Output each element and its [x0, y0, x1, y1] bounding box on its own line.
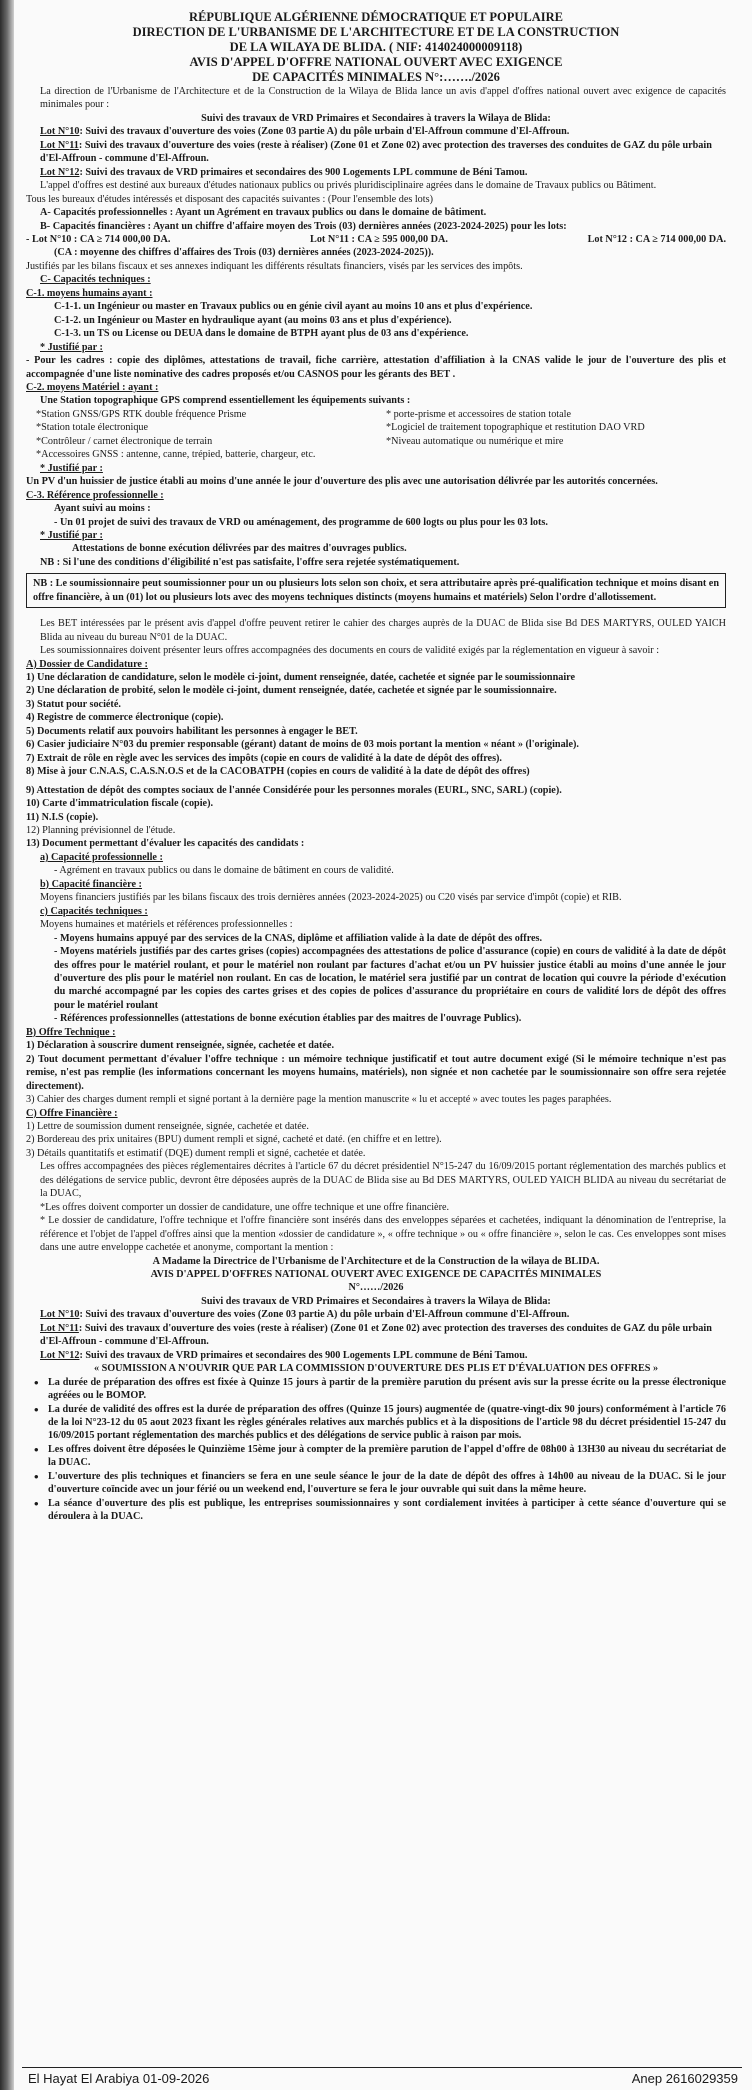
env-lot-12-label: Lot N°12: [40, 1349, 80, 1361]
capacite-tech-item: - Moyens humains appuyé par des services de la CNAS, diplôme et affiliation valide à la date de dépôt des offres.: [54, 932, 543, 944]
dossier-item: 1) Une déclaration de candidature, selon le modèle ci-joint, dument renseignée, datée, cachetée et signée par le soumissionnaire: [26, 672, 576, 684]
notice-title-2: DE CAPACITÉS MINIMALES N°:……./2026: [252, 70, 500, 84]
human-means-title: C-1. moyens humains ayant :: [26, 287, 153, 299]
reference-ayant: Ayant suivi au moins :: [54, 503, 151, 515]
material-intro: Une Station topographique GPS comprend essentiellement les équipements suivants :: [40, 395, 411, 407]
destination-paragraph: L'appel d'offres est destiné aux bureaux d'études nationaux publics ou privés pluridisciplinaire agrées dans le domaine de Travaux publics ou Bâtiment.: [40, 180, 657, 192]
page-fold-edge: [0, 0, 14, 2090]
capacity-b: B- Capacités financières : Ayant un chiffre d'affaire moyen des Trois (03) dernières années (2023-2024-2025) pour les lots:: [40, 220, 567, 232]
envelope-mention: [26, 1255, 726, 1309]
offres-paragraph: Les offres accompagnées des pièces réglementaires décrites à l'article 67 du décret présidentiel N°15-247 du 16/09/2015 portant réglementation des marchés publics et des délégations de service public, devront être déposées auprès de la DUAC de Blida sise au Bd DES MARTYRS, OULED YAICH BLIDA au niveau du secrétariat de la DUAC,: [40, 1161, 726, 1200]
envelope-address: A Madame la Directrice de l'Urbanisme de l'Architecture et de la Construction de la wilaya de BLIDA.: [152, 1255, 600, 1267]
capacite-tech-item: - Références professionnelles (attestations de bonne exécution établies par des maitres de l'ouvrage Publics).: [54, 1013, 522, 1025]
envelope-title: AVIS D'APPEL D'OFFRES NATIONAL OUVERT AVEC EXIGENCE DE CAPACITÉS MINIMALES: [150, 1268, 602, 1280]
reference-title: C-3. Référence professionnelle :: [26, 489, 164, 501]
footer-newspaper: El Hayat El Arabiya 01-09-2026: [28, 2071, 210, 2086]
equipment-list: [26, 408, 726, 462]
ca-lot-11: Lot N°11 : CA ≥ 595 000,00 DA.: [310, 233, 448, 245]
subject-line: Suivi des travaux de VRD Primaires et Secondaires à travers la Wilaya de Blida:: [201, 112, 551, 124]
human-justified-label: * Justifié par :: [40, 341, 103, 353]
equipment-item: * porte-prisme et accessoires de station totale: [386, 408, 572, 420]
offre-financiere-item: 2) Bordereau des prix unitaires (BPU) dument rempli et signé, cacheté et daté. (en chiffre et en lettre).: [26, 1134, 442, 1146]
equipment-item: *Accessoires GNSS : antenne, canne, trépied, batterie, chargeur, etc.: [36, 449, 316, 461]
capacite-pro-text: - Agrément en travaux publics ou dans le domaine de bâtiment en cours de validité.: [54, 865, 394, 877]
equipment-item: [386, 448, 726, 461]
material-justified-label: * Justifié par :: [40, 462, 103, 474]
reference-justification: Attestations de bonne exécution délivrées par des maitres d'ouvrages publics.: [72, 543, 407, 555]
capacity-c: C- Capacités techniques :: [40, 274, 151, 286]
equipment-item: *Logiciel de traitement topographique et restitution DAO VRD: [386, 422, 645, 434]
c-1-1: C-1-1. un Ingénieur ou master en Travaux publics ou en génie civil ayant au moins 10 ans et plus d'expérience.: [54, 301, 533, 313]
env-lot-11: [26, 1322, 726, 1349]
env-lot-10: [26, 1308, 726, 1321]
dossier-item: 3) Statut pour société.: [26, 698, 121, 710]
env-lot-11-text: : Suivi des travaux d'ouverture des voies (reste à réaliser) (Zone 01 et Zone 02) avec protection des traverses des conduites de GAZ du pôle urbain d'El-Affroun - commune d'El-Affroun.: [40, 1322, 712, 1348]
reference-justified-label: * Justifié par :: [40, 529, 103, 541]
header-line-2: DIRECTION DE L'URBANISME DE L'ARCHITECTURE ET DE LA CONSTRUCTION: [132, 25, 620, 39]
offre-financiere-title: C) Offre Financière :: [26, 1107, 118, 1119]
equipment-item: *Station GNSS/GPS RTK double fréquence Prisme: [36, 408, 247, 420]
ca-note: (CA : moyenne des chiffres d'affaires des Trois (03) dernières années (2023-2024-2025)).: [54, 247, 434, 259]
footer-rule: [22, 2067, 742, 2068]
dossier-item: 7) Extrait de rôle en règle avec les services des impôts (copie en cours de validité à la date de dépôt des offres).: [26, 752, 502, 764]
dossier-item: 4) Registre de commerce électronique (copie).: [26, 712, 224, 724]
lot-10-text: : Suivi des travaux d'ouverture des voies (Zone 03 partie A) du pôle urbain d'El-Affroun commune d'El-Affroun.: [79, 126, 570, 138]
env-lot-12: [26, 1349, 726, 1362]
notice-header: [26, 10, 726, 85]
dossier-item: 5) Documents relatif aux pouvoirs habilitant les personnes à engager le BET.: [26, 725, 358, 737]
capacite-pro-title: a) Capacité professionnelle :: [40, 851, 163, 863]
dossier-item: 2) Une déclaration de probité, selon le modèle ci-joint, dument renseignée, datée, cachetée et signée par le soumissionnaire.: [26, 685, 557, 697]
dossier-item: 12) Planning prévisionnel de l'étude.: [26, 825, 176, 837]
capacite-tech-item: - Moyens matériels justifiés par des cartes grises (copies) accompagnées des attestations de police d'assurance (copie) en cours de validité à la date de dépôt des offres pour le matériel roulant, et pour le matériel non roulant par factures d'achat et/ou un PV huissier justice établi au moins d'une année le jour d'ouverture des plis pour le matériel non roulant. En cas de location, le matériel sera justifié par un contrat de location qui couvre la période d'exécution du marché accompagné par les copies des cartes grises et des copies de polices d'assurance du propriétaire en cours de validité lors de dépôt des offres pour le matériel roulant: [54, 946, 726, 1011]
tender-notice: [26, 10, 726, 1524]
ca-thresholds: [26, 233, 726, 246]
envelope-paragraph: * Le dossier de candidature, l'offre technique et l'offre financière sont insérés dans des enveloppes séparées et cachetées, indiquant la dénomination de l'entreprise, la référence et l'objet de l'appel d'offres ainsi que la mention «dossier de candidature », « offre technique » ou « offre financière », selon le cas. Ces enveloppes sont mises dans une autre enveloppe cachetée et anonyme, comportant la mention :: [40, 1215, 726, 1254]
offres-composition: *Les offres doivent comporter un dossier de candidature, une offre technique et une offre financière.: [40, 1201, 450, 1213]
dossier-item: 10) Carte d'immatriculation fiscale (copie).: [26, 798, 214, 810]
lot-12: [26, 166, 726, 179]
material-title: C-2. moyens Matériel : ayant :: [26, 381, 159, 393]
footer-anep: Anep 2616029359: [631, 2071, 738, 2086]
env-lot-10-label: Lot N°10: [40, 1309, 80, 1321]
capacite-fin-text: Moyens financiers justifiés par les bilans fiscaux des trois dernières années (2023-2024-2025) ou C20 visés par service d'impôt (copie) et RIB.: [40, 892, 622, 904]
dossier-title: A) Dossier de Candidature :: [26, 658, 148, 670]
envelope-number: N°……/2026: [348, 1282, 404, 1294]
header-line-1: RÉPUBLIQUE ALGÉRIENNE DÉMOCRATIQUE ET POPULAIRE: [189, 10, 563, 24]
bullet-item: • La durée de préparation des offres est fixée à Quinze 15 jours à partir de la première parution du présent avis sur la presse écrite ou la presse électronique agréées ou le BOMOP.: [26, 1376, 726, 1403]
offre-technique-title: B) Offre Technique :: [26, 1026, 116, 1038]
nb-lots-box: NB : Le soumissionnaire peut soumissionner pour un ou plusieurs lots selon son choix, et sera attributaire après pré-qualification technique et moins disant en offre financière, à un (01) lot ou plusieurs lots avec des moyens techniques distincts (moyens humains et matériels) Selon l'ordre d'allotissement.: [26, 573, 726, 608]
human-justification: - Pour les cadres : copie des diplômes, attestations de travail, fiche carrière, attestation d'affiliation à la CNAS valide le jour de l'ouverture des plis et accompagnée d'une liste nominative des cadres proposés et/ou CASNOS pour les gérants des BET .: [26, 355, 726, 380]
offre-technique-item: 3) Cahier des charges dument rempli et signé portant à la dernière page la mention manuscrite « lu et accepté » avec toutes les pages paraphées.: [26, 1094, 612, 1106]
c-1-3: C-1-3. un TS ou License ou DEUA dans le domaine de BTPH ayant plus de 03 ans d'expérience.: [54, 328, 469, 340]
envelope-subject: Suivi des travaux de VRD Primaires et Secondaires à travers la Wilaya de Blida:: [201, 1295, 551, 1307]
capacity-a: A- Capacités professionnelles : Ayant un Agrément en travaux publics ou dans le domaine de bâtiment.: [40, 207, 487, 219]
env-lot-11-label: Lot N°11: [40, 1322, 79, 1334]
envelope-soumission-mention: « SOUMISSION A N'OUVRIR QUE PAR LA COMMISSION D'OUVERTURE DES PLIS ET D'ÉVALUATION DES OFFRES »: [93, 1363, 659, 1375]
dossier-item: 13) Document permettant d'évaluer les capacités des candidats :: [26, 838, 305, 850]
lot-12-text: : Suivi des travaux de VRD primaires et secondaires des 900 Logements LPL commune de Béni Tamou.: [79, 166, 528, 178]
notice-title-1: AVIS D'APPEL D'OFFRE NATIONAL OUVERT AVEC EXIGENCE: [189, 55, 563, 69]
env-lot-10-text: : Suivi des travaux d'ouverture des voies (Zone 03 partie A) du pôle urbain d'El-Affroun commune d'El-Affroun.: [79, 1309, 570, 1321]
page-footer: [28, 2071, 738, 2086]
header-line-3: DE LA WILAYA DE BLIDA. ( NIF: 414024000009118): [229, 40, 523, 54]
material-justification: Un PV d'un huissier de justice établi au moins d'une année le jour d'ouverture des plis avec une autorisation délivrée par les autorités concernées.: [26, 476, 658, 488]
equipment-item: *Niveau automatique ou numérique et mire: [386, 435, 564, 447]
lot-11-label: Lot N°11: [40, 139, 79, 151]
capacite-tech-title: c) Capacités techniques :: [40, 905, 148, 917]
offre-technique-item: 2) Tout document permettant d'évaluer l'offre technique : un mémoire technique justificatif et tout autre document exigé (Si le mémoire technique n'est pas remise, n'est pas remplie (les informations concernant les moyens humains, matériels), non signée et non cachetée par le soumissionnaire son offre sera rejetée directement).: [26, 1053, 726, 1092]
bullet-item: • La durée de validité des offres est la durée de préparation des offres (Quinze 15 jours) augmentée de (quatre-vingt-dix 90 jours) conformément à l'article 76 de la loi N°23-12 du 05 aout 2023 fixant les règles générales relatives aux marchés publics et à la dispositions de l'article 98 du décret présidentiel 15-247 du 16/09/2015 portant réglementation des marchés publics et des délégations de service public à raison par mois.: [26, 1403, 726, 1443]
offre-financiere-item: 3) Détails quantitatifs et estimatif (DQE) dument rempli et signé, cachetée et datée.: [26, 1147, 366, 1159]
equipment-item: *Station totale électronique: [36, 422, 149, 434]
c-1-2: C-1-2. un Ingénieur ou Master en hydraulique ayant (au moins 03 ans et plus d'expérience).: [54, 314, 452, 326]
dossier-item: 8) Mise à jour C.N.A.S, C.A.S.N.O.S et de la CACOBATPH (copies en cours de validité à la date de dépôt des offres): [26, 766, 530, 778]
reference-text: - Un 01 projet de suivi des travaux de VRD ou aménagement, des programme de 600 logts ou plus pour les 03 lots.: [54, 516, 548, 528]
bullet-item: • Les offres doivent être déposées le Quinzième 15ème jour à compter de la première parution de l'appel d'offre de 08h00 à 13H30 au niveau du secrétariat de la DUAC.: [26, 1443, 726, 1470]
env-lot-12-text: : Suivi des travaux de VRD primaires et secondaires des 900 Logements LPL commune de Béni Tamou.: [79, 1349, 528, 1361]
soumission-paragraph: Les soumissionnaires doivent présenter leurs offres accompagnées des documents en cours de validité exigés par la réglementation en vigueur à savoir :: [40, 645, 660, 657]
lot-12-label: Lot N°12: [40, 166, 80, 178]
dossier-item: 11) N.I.S (copie).: [26, 811, 99, 823]
ca-lot-10: - Lot N°10 : CA ≥ 714 000,00 DA.: [26, 233, 171, 245]
dossier-item: 6) Casier judiciaire N°03 du premier responsable (gérant) datant de moins de 03 mois portant la mention « néant » (l'originale).: [26, 739, 579, 751]
dossier-item: 9) Attestation de dépôt des comptes sociaux de l'année Considérée pour les personnes morales (EURL, SNC, SARL) (copie).: [26, 784, 562, 796]
bureaux-paragraph: Tous les bureaux d'études intéressés et disposant des capacités suivantes : (Pour l'ensemble des lots): [26, 193, 433, 205]
lot-11: [26, 139, 726, 166]
lot-10: [26, 125, 726, 138]
ca-justification: Justifiés par les bilans fiscaux et ses annexes indiquant les différents résultats financiers, visés par les services des impôts.: [26, 260, 523, 272]
intro-paragraph: La direction de l'Urbanisme de l'Architecture et de la Construction de la Wilaya de Blida lance un avis d'appel d'offres national ouvert avec exigence de capacités minimales pour :: [40, 86, 726, 111]
bullet-item: • L'ouverture des plis techniques et financiers se fera en une seule séance le jour de la date de dépôt des offres à 14h00 au niveau de la DUAC. Si le jour d'ouverture coïncide avec un jour férié ou un weekend end, l'ouverture se fera le jour ouvrable qui suit dans la même heure.: [26, 1470, 726, 1497]
nb-eligibility: NB : Si l'une des conditions d'éligibilité n'est pas satisfaite, l'offre sera rejetée systématiquement.: [40, 556, 460, 568]
lot-10-label: Lot N°10: [40, 126, 80, 138]
offre-financiere-item: 1) Lettre de soumission dument renseignée, signée, cachetée et datée.: [26, 1120, 309, 1132]
capacite-tech-intro: Moyens humaines et matériels et références professionnelles :: [40, 919, 293, 931]
capacite-fin-title: b) Capacité financière :: [40, 878, 142, 890]
bullet-item: • La séance d'ouverture des plis est publique, les entreprises soumissionnaires y sont cordialement invitées à participer à cette séance d'ouverture qui se déroulera à la DUAC.: [26, 1497, 726, 1524]
offre-technique-item: 1) Déclaration à souscrire dument renseignée, signée, cachetée et datée.: [26, 1040, 334, 1052]
lot-11-text: : Suivi des travaux d'ouverture des voies (reste à réaliser) (Zone 01 et Zone 02) avec protection des traverses des conduites de GAZ du pôle urbain d'El-Affroun - commune d'El-Affroun.: [40, 139, 712, 165]
bet-paragraph: Les BET intéressées par le présent avis d'appel d'offre peuvent retirer le cahier des charges auprès de la DUAC de Blida sise Bd DES MARTYRS, OULED YAICH Blida au niveau du bureau N°01 de la DUAC.: [40, 618, 726, 643]
equipment-item: *Contrôleur / carnet électronique de terrain: [36, 435, 213, 447]
ca-lot-12: Lot N°12 : CA ≥ 714 000,00 DA.: [587, 233, 726, 245]
